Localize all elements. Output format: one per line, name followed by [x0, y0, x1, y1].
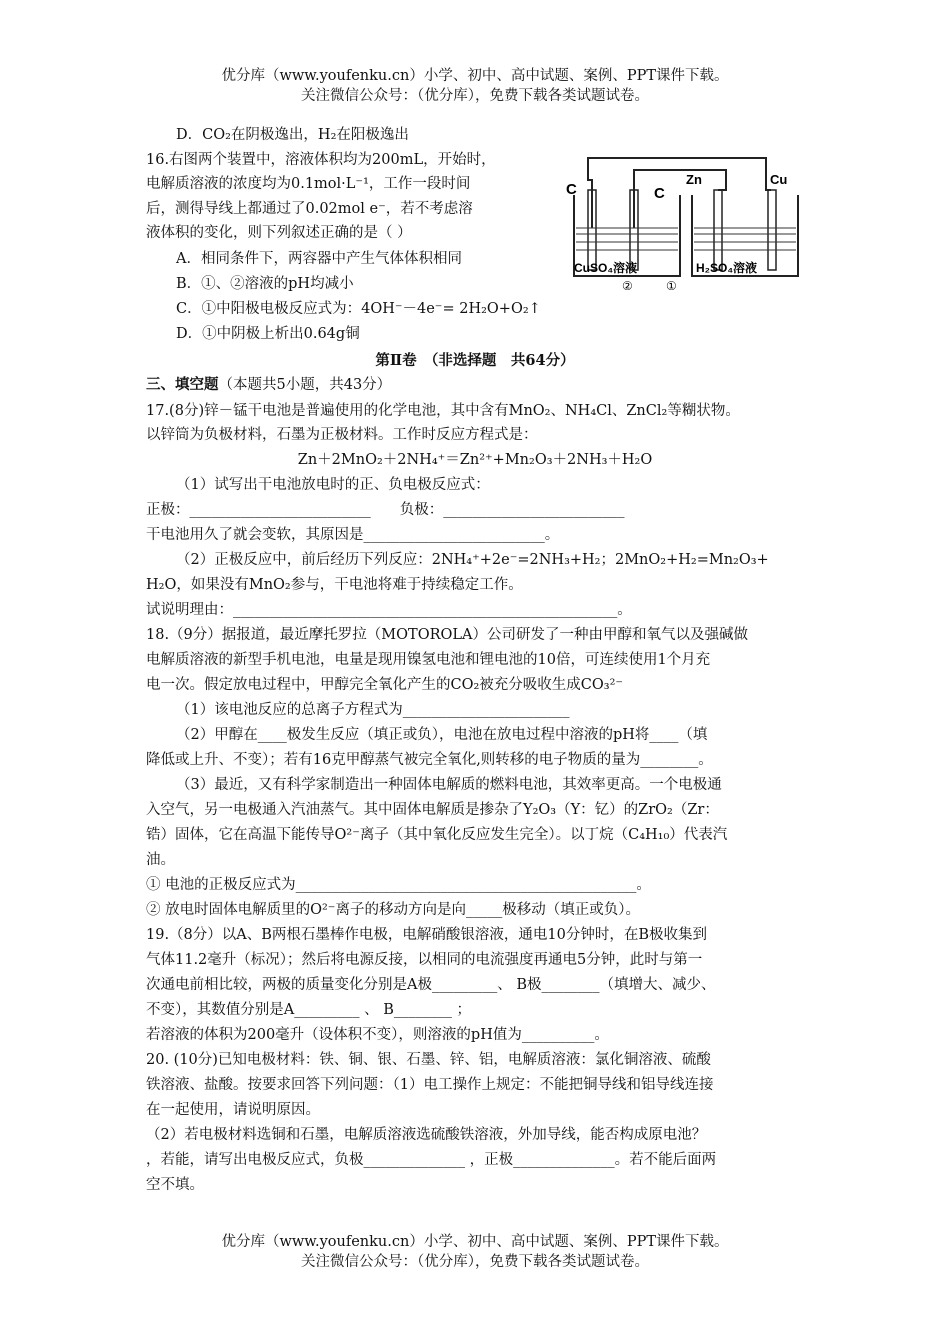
- q17-blank-electrodes: 正极：_________________________ 负极：_________________________: [146, 502, 625, 518]
- q20-line-6: 空不填。: [146, 1177, 204, 1193]
- label-marker-2: ②: [622, 279, 633, 290]
- q18-part2-a: （2）甲醇在____极发生反应（填正或负），电池在放电过程中溶液的pH将____（填: [176, 727, 708, 743]
- section3-head: 三、填空题: [146, 376, 219, 393]
- q18-part2-b: 降低或上升、不变）；若有16克甲醇蒸气被完全氧化,则转移的电子物质的量为________。: [146, 752, 713, 768]
- q16-stem-1: 16.右图两个装置中，溶液体积均为200mL，开始时，: [146, 152, 496, 168]
- q20-line-5: ，若能，请写出电极反应式，负极______________ ，正极______________。若不能后面两: [146, 1152, 717, 1168]
- q19-line-5: 若溶液的体积为200毫升（设体积不变），则溶液的pH值为__________。: [146, 1027, 609, 1043]
- header-line-1: 优分库（www.youfenku.cn）小学、初中、高中试题、案例、PPT课件下载。: [221, 68, 729, 84]
- label-zn: Zn: [686, 172, 702, 187]
- label-cuso4-solution: CuSO₄溶液: [574, 261, 638, 275]
- q16-stem-3: 后，测得导线上都通过了0.02mol e⁻，若不考虑溶: [146, 201, 473, 217]
- q16-option-a: A．相同条件下，两容器中产生气体体积相同: [176, 251, 462, 267]
- q18-part1: （1）该电池反应的总离子方程式为_______________________: [176, 702, 570, 718]
- part2-title: 第Ⅱ卷 （非选择题 共64分）: [375, 352, 575, 369]
- q20-line-4: （2）若电极材料选铜和石墨，电解质溶液选硫酸铁溶液，外加导线，能否构成原电池？: [146, 1127, 707, 1143]
- q18-part3-a: （3）最近，又有科学家制造出一种固体电解质的燃料电池，其效率更高。一个电极通: [176, 777, 722, 793]
- q16-option-c: C．①中阳极电极反应式为：4OH⁻－4e⁻= 2H₂O+O₂↑: [176, 301, 541, 317]
- q17-part2-a: （2）正极反应中，前后经历下列反应：2NH₄⁺+2e⁻=2NH₃+H₂；2MnO₂+H₂=Mn₂O₃+: [176, 552, 769, 568]
- q20-line-1: 20. (10分)已知电极材料：铁、铜、银、石墨、锌、铝，电解质溶液：氯化铜溶液、硫酸: [146, 1052, 711, 1068]
- footer-line-1: 优分库（www.youfenku.cn）小学、初中、高中试题、案例、PPT课件下载。: [221, 1234, 729, 1250]
- q18-line-1: 18.（9分）据报道，最近摩托罗拉（MOTOROLA）公司研发了一种由甲醇和氧气以及强碱做: [146, 627, 748, 643]
- q17-part2-b: H₂O，如果没有MnO₂参与，干电池将难于持续稳定工作。: [146, 577, 523, 593]
- q18-answer-1: ① 电池的正极反应式为_______________________________________________。: [146, 877, 651, 893]
- electrolysis-apparatus-figure: [566, 150, 806, 290]
- q20-line-2: 铁溶液、盐酸。按要求回答下列问题：（1）电工操作上规定：不能把铜导线和铝导线连接: [146, 1077, 714, 1093]
- q19-line-2: 气体11.2毫升（标况）；然后将电源反接，以相同的电流强度再通电5分钟，此时与第一: [146, 952, 703, 968]
- q17-line-2: 以锌筒为负极材料，石墨为正极材料。工作时反应方程式是：: [146, 427, 538, 443]
- q18-part3-d: 油。: [146, 852, 175, 868]
- label-h2so4-solution: H₂SO₄溶液: [696, 261, 758, 275]
- label-marker-1: ①: [666, 279, 677, 290]
- section3-note: （本题共5小题，共43分）: [218, 377, 392, 393]
- section3-heading: [146, 374, 391, 396]
- q18-part3-c: 锆）固体，它在高温下能传导O²⁻离子（其中氧化反应发生完全）。以丁烷（C₄H₁₀）代表汽: [146, 827, 728, 843]
- q16-stem-4: 液体积的变化，则下列叙述正确的是（ ）: [146, 225, 412, 241]
- footer-line-2: 关注微信公众号：（优分库），免费下载各类试题试卷。: [301, 1254, 649, 1270]
- q16-option-d: D．①中阴极上析出0.64g铜: [176, 326, 360, 342]
- q17-part1: （1）试写出干电池放电时的正、负电极反应式：: [176, 477, 490, 493]
- q20-line-3: 在一起使用，请说明原因。: [146, 1102, 320, 1118]
- q19-line-3: 次通电前相比较，两极的质量变化分别是A极_________、 B极________（填增大、减少、: [146, 977, 716, 993]
- label-c-left: C: [566, 181, 577, 198]
- q19-line-4: 不变），其数值分别是A_________ 、 B________ ；: [146, 1002, 471, 1018]
- q17-blank-reason: 干电池用久了就会变软，其原因是_________________________。: [146, 527, 560, 543]
- q17-line-1: 17.(8分)锌－锰干电池是普遍使用的化学电池，其中含有MnO₂、NH₄Cl、ZnCl₂等糊状物。: [146, 403, 740, 419]
- label-cu: Cu: [770, 172, 788, 187]
- q18-line-2: 电解质溶液的新型手机电池，电量是现用镍氢电池和锂电池的10倍，可连续使用1个月充: [146, 652, 711, 668]
- header-line-2: 关注微信公众号：（优分库），免费下载各类试题试卷。: [301, 88, 649, 104]
- q16-stem-2: 电解质溶液的浓度均为0.1mol·L⁻¹，工作一段时间: [146, 176, 471, 192]
- q16-option-b: B．①、②溶液的pH均减小: [176, 276, 354, 292]
- q17-part2-c: 试说明理由：_____________________________________________________。: [146, 602, 632, 618]
- q15-option-d: D．CO₂在阴极逸出，H₂在阳极逸出: [176, 127, 409, 143]
- q17-equation: Zn＋2MnO₂＋2NH₄⁺＝Zn²⁺+Mn₂O₃＋2NH₃＋H₂O: [297, 452, 653, 468]
- q19-line-1: 19.（8分）以A、B两根石墨棒作电极，电解硝酸银溶液，通电10分钟时，在B极收集到: [146, 927, 708, 943]
- label-c-mid: C: [654, 185, 665, 202]
- q18-answer-2: ② 放电时固体电解质里的O²⁻离子的移动方向是向_____极移动（填正或负）。: [146, 902, 640, 918]
- q18-line-3: 电一次。假定放电过程中，甲醇完全氧化产生的CO₂被充分吸收生成CO₃²⁻: [146, 677, 624, 693]
- q18-part3-b: 入空气，另一电极通入汽油蒸气。其中固体电解质是掺杂了Y₂O₃（Y：钇）的ZrO₂（Zr：: [146, 802, 719, 818]
